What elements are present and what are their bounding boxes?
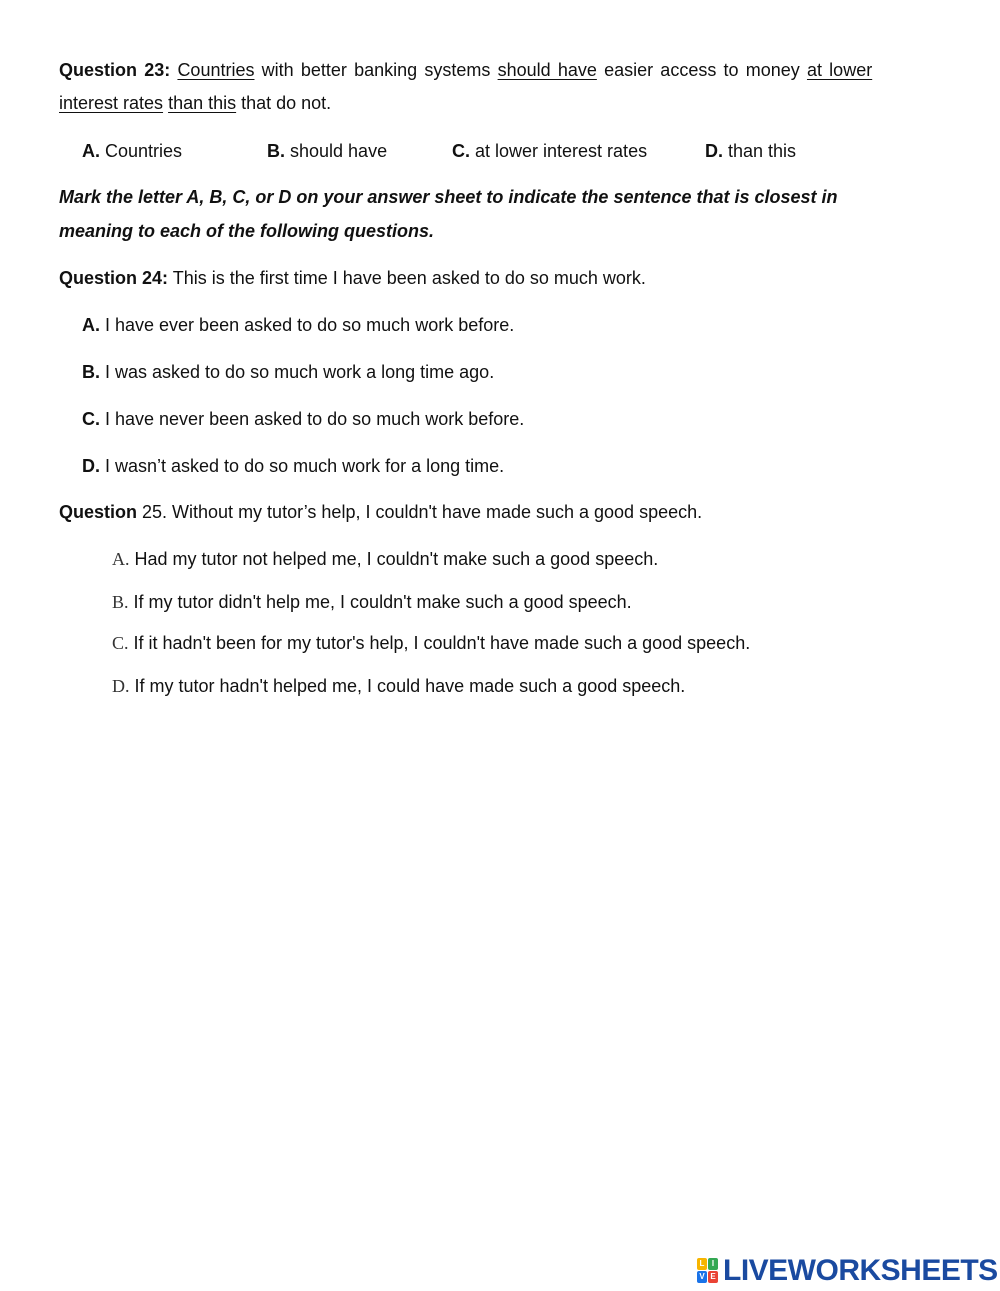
question-25-text: 25. Without my tutor’s help, I couldn't have made such a good speech. [137, 502, 703, 522]
q23-option-c [452, 139, 647, 163]
logo-mark-letter: I [708, 1258, 718, 1270]
option-text: Countries [100, 141, 183, 161]
option-text: I wasn’t asked to do so much work for a long time. [100, 456, 505, 476]
option-letter: D. [705, 141, 723, 161]
instruction-line-1: Mark the letter A, B, C, or D on your answer sheet to indicate the sentence that is closest in [59, 187, 838, 207]
q23-underlined-a: Countries [177, 60, 255, 80]
instruction-line-2: meaning to each of the following questions. [59, 221, 435, 241]
q25-option-b [112, 590, 632, 614]
option-letter: B. [267, 141, 285, 161]
q24-option-b [82, 360, 494, 384]
question-23-label: Question 23: [59, 60, 171, 80]
question-24-text: This is the first time I have been asked to do so much work. [168, 268, 646, 288]
q23-text: easier access to money [596, 60, 807, 80]
logo-mark-letter: V [697, 1271, 707, 1283]
logo-wordmark: LIVEWORKSHEETS [723, 1254, 998, 1287]
q23-text: with better banking systems [254, 60, 498, 80]
option-letter: B. [82, 362, 100, 382]
q23-underlined-d: than this [168, 93, 237, 113]
logo-mark-letter: L [697, 1258, 707, 1270]
option-text: If it hadn't been for my tutor's help, I couldn't have made such a good speech. [128, 633, 751, 653]
q23-underlined-b: should have [497, 60, 597, 80]
option-letter: C. [452, 141, 470, 161]
question-25-stem [59, 500, 702, 524]
option-letter: C. [82, 409, 100, 429]
question-25-label: Question [59, 502, 138, 522]
liveworksheets-logo-icon [697, 1258, 719, 1284]
option-text: If my tutor hadn't helped me, I could have made such a good speech. [129, 676, 686, 696]
question-23-line-1 [59, 58, 939, 82]
q23-option-b [267, 139, 387, 163]
option-letter: A. [82, 315, 100, 335]
q23-underlined-c-start: at lower [806, 60, 873, 80]
q23-underlined-c-end: interest rates [59, 93, 164, 113]
q24-option-a [82, 313, 514, 337]
option-letter: A. [82, 141, 100, 161]
option-text: than this [723, 141, 797, 161]
logo-mark-letter: E [708, 1271, 718, 1283]
option-letter: B. [112, 592, 129, 612]
q25-option-c [112, 631, 750, 655]
liveworksheets-logo [697, 1255, 998, 1287]
option-letter: D. [112, 676, 130, 696]
q25-option-a [112, 547, 658, 571]
option-letter: C. [112, 633, 129, 653]
option-text: should have [285, 141, 388, 161]
q23-option-a [82, 139, 182, 163]
option-letter: D. [82, 456, 100, 476]
option-text: I was asked to do so much work a long time ago. [100, 362, 495, 382]
option-text: I have ever been asked to do so much work before. [100, 315, 515, 335]
q23-option-d [705, 139, 796, 163]
option-letter: A. [112, 549, 130, 569]
question-23-line-2 [59, 91, 331, 115]
question-24-stem [59, 266, 646, 290]
option-text: If my tutor didn't help me, I couldn't make such a good speech. [128, 592, 632, 612]
question-24-label: Question 24: [59, 268, 169, 288]
option-text: Had my tutor not helped me, I couldn't make such a good speech. [129, 549, 659, 569]
q24-option-c [82, 407, 524, 431]
option-text: I have never been asked to do so much work before. [100, 409, 525, 429]
q24-option-d [82, 454, 504, 478]
q25-option-d [112, 674, 685, 698]
option-text: at lower interest rates [470, 141, 648, 161]
q23-text: that do not. [236, 93, 332, 113]
